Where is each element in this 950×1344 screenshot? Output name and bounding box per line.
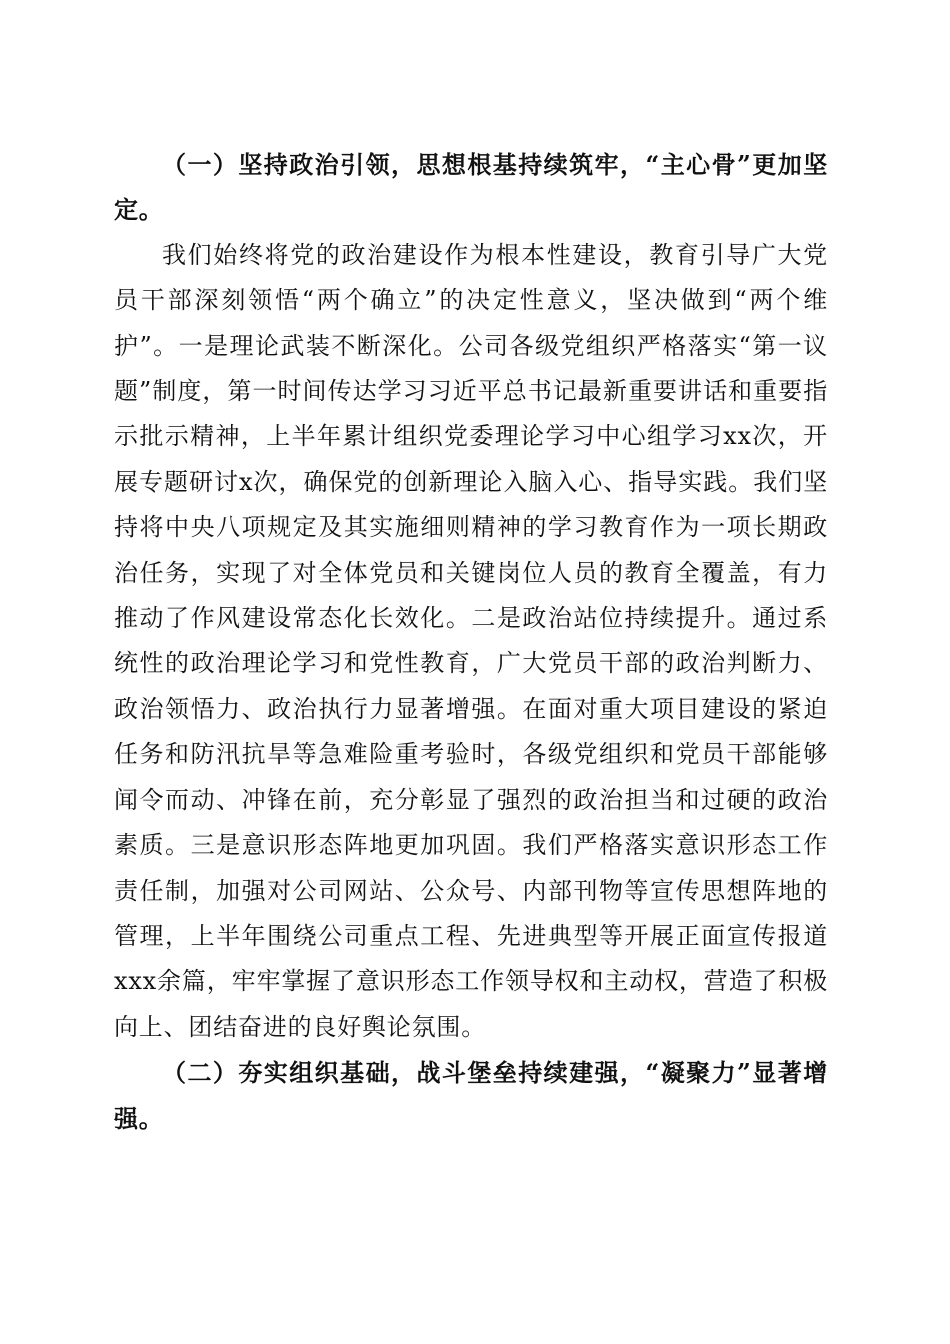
section-heading-2: （二）夯实组织基础，战斗堡垒持续建强，“凝聚力”显著增强。 [114, 1058, 828, 1133]
section-heading-1: （一）坚持政治引领，思想根基持续筑牢，“主心骨”更加坚定。 [114, 150, 828, 225]
section-body-1: 我们始终将党的政治建设作为根本性建设，教育引导广大党员干部深刻领悟“两个确立”的决定性意义，坚决做到“两个维护”。一是理论武装不断深化。公司各级党组织严格落实“第一议题”制度，第一时间传达学习习近平总书记最新重要讲话和重要指示批示精神，上半年累计组织党委理论学习中心组学习xx次，开展专题研讨x次，确保党的创新理论入脑入心、指导实践。我们坚持将中央八项规定及其实施细则精神的学习教育作为一项长期政治任务，实现了对全体党员和关键岗位人员的教育全覆盖，有力推动了作风建设常态化长效化。二是政治站位持续提升。通过系统性的政治理论学习和党性教育，广大党员干部的政治判断力、政治领悟力、政治执行力显著增强。在面对重大项目建设的紧迫任务和防汛抗旱等急难险重考验时，各级党组织和党员干部能够闻令而动、冲锋在前，充分彰显了强烈的政治担当和过硬的政治素质。三是意识形态阵地更加巩固。我们严格落实意识形态工作责任制，加强对公司网站、公众号、内部刊物等宣传思想阵地的管理，上半年围绕公司重点工程、先进典型等开展正面宣传报道xxx余篇，牢牢掌握了意识形态工作领导权和主动权，营造了积极向上、团结奋进的良好舆论氛围。 [114, 240, 828, 1041]
document-page [114, 142, 828, 1141]
